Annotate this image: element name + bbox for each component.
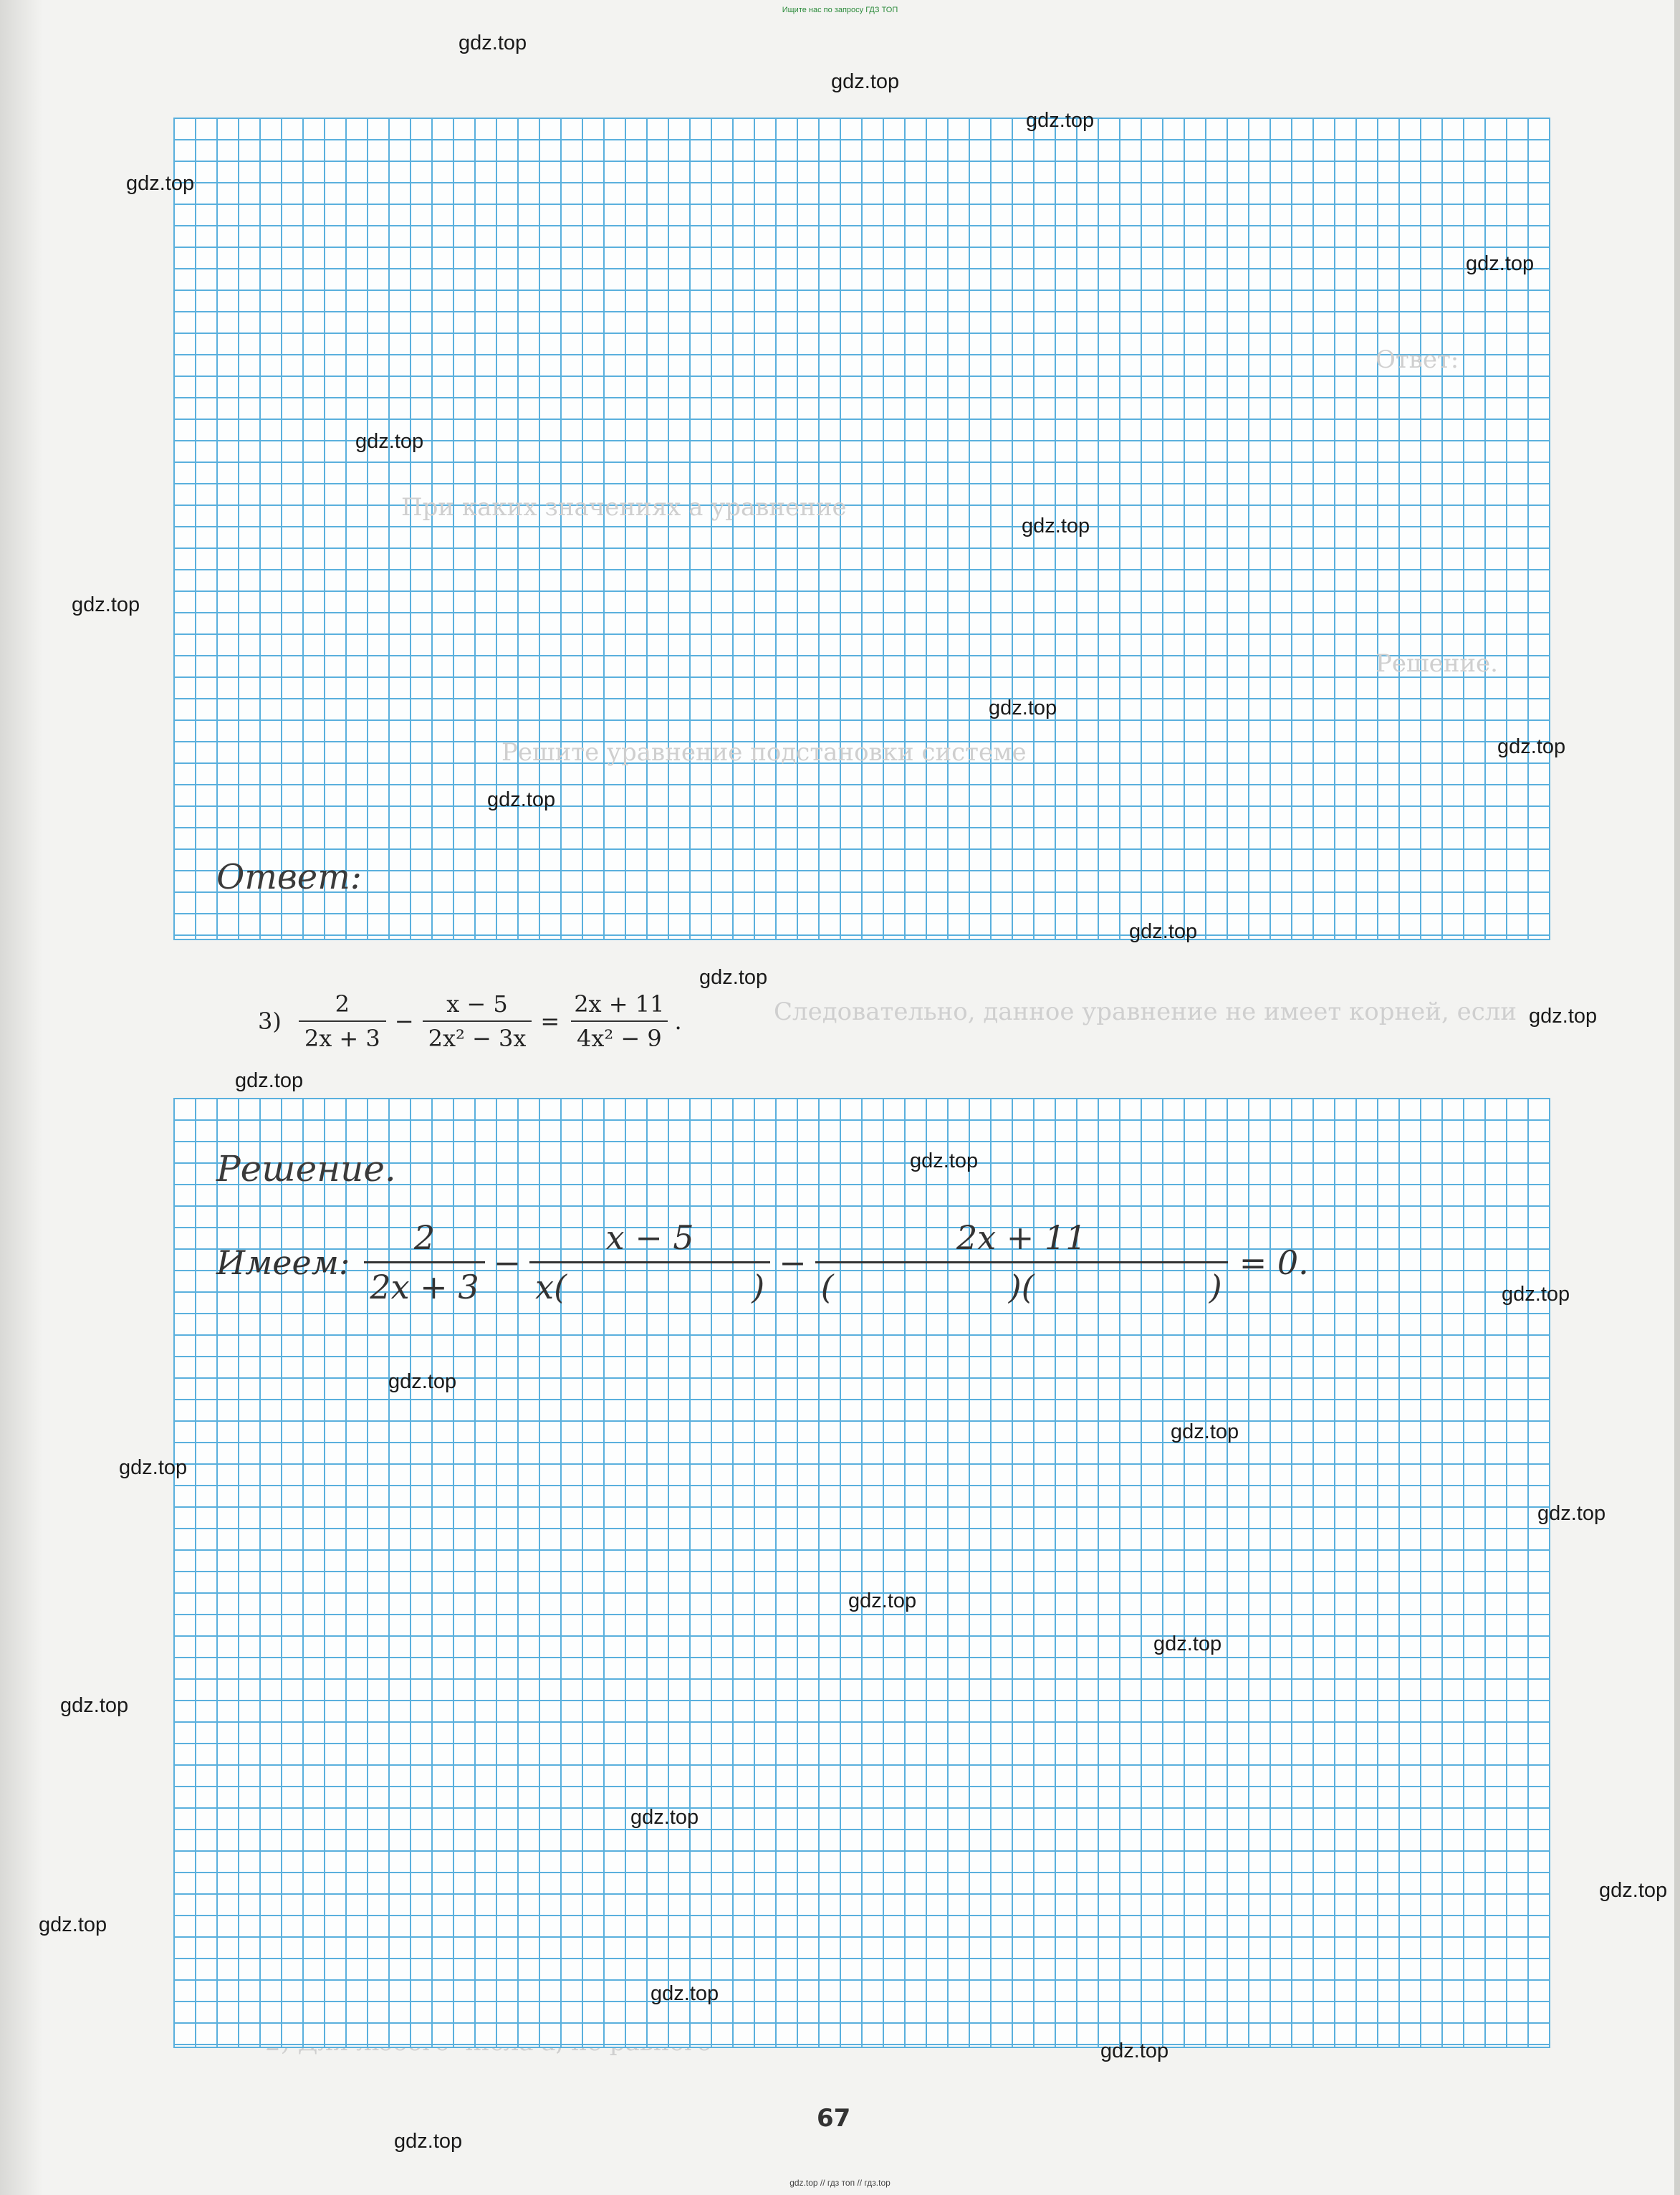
ghost-text: Решение. (1376, 649, 1498, 678)
watermark-link[interactable]: gdz.top (699, 966, 768, 989)
equals-sign: = (540, 1008, 560, 1035)
problem-fraction-2 (423, 990, 532, 1052)
watermark-link[interactable]: gdz.top (1153, 1632, 1222, 1655)
den-right-blank: ) (752, 1268, 765, 1306)
fraction-numerator: x − 5 (446, 990, 508, 1018)
watermark-link[interactable]: gdz.top (1129, 920, 1198, 943)
fraction-denominator: 4x² − 9 (571, 1020, 668, 1052)
minus-sign: − (394, 1008, 414, 1035)
watermark-link[interactable]: gdz.top (355, 430, 424, 453)
watermark-link[interactable]: gdz.top (126, 172, 195, 195)
minus-sign: − (493, 1243, 522, 1282)
fraction-numerator: 2 (335, 990, 350, 1018)
problem-number: 3) (258, 1008, 282, 1035)
problem-statement (258, 990, 682, 1052)
watermark-link[interactable]: gdz.top (394, 2130, 463, 2153)
watermark-link[interactable]: gdz.top (1022, 515, 1090, 537)
ghost-text: Решите уравнение подстановки системе (501, 738, 1027, 767)
fraction-numerator: 2x + 11 (574, 990, 665, 1018)
grid-paper-top (173, 118, 1550, 940)
watermark-link[interactable]: gdz.top (459, 32, 527, 54)
page-number: 67 (817, 2104, 851, 2133)
equals-zero: = 0. (1239, 1243, 1309, 1282)
watermark-link[interactable]: gdz.top (1537, 1502, 1606, 1525)
watermark-link[interactable]: gdz.top (989, 697, 1057, 719)
ghost-text: При каких значениях a уравнение (401, 493, 847, 522)
solution-fraction-2 (529, 1218, 770, 1306)
footer-hint[interactable]: gdz.top // гдз топ // гдз.top (789, 2178, 891, 2188)
solution-fraction-3 (815, 1218, 1228, 1306)
solution-fraction-1 (364, 1218, 484, 1306)
minus-sign: − (779, 1243, 807, 1282)
watermark-link[interactable]: gdz.top (848, 1589, 917, 1612)
fraction-denominator: 2x + 3 (364, 1261, 484, 1306)
solution-lead: Имеем: (216, 1243, 350, 1282)
watermark-link[interactable]: gdz.top (1026, 109, 1095, 132)
fraction-numerator: 2x + 11 (956, 1218, 1087, 1257)
watermark-link[interactable]: gdz.top (72, 593, 140, 616)
watermark-link[interactable]: gdz.top (630, 1806, 699, 1829)
watermark-link[interactable]: gdz.top (651, 1982, 719, 2005)
watermark-link[interactable]: gdz.top (60, 1694, 129, 1717)
period: . (674, 1008, 682, 1035)
watermark-link[interactable]: gdz.top (235, 1069, 304, 1092)
watermark-link[interactable]: gdz.top (119, 1456, 188, 1479)
watermark-link[interactable]: gdz.top (1171, 1420, 1239, 1443)
watermark-link[interactable]: gdz.top (1529, 1005, 1598, 1028)
fraction-denominator (529, 1261, 770, 1306)
fraction-denominator: 2x + 3 (299, 1020, 386, 1052)
fraction-denominator (815, 1261, 1228, 1306)
den-left-blank: x( (535, 1268, 567, 1306)
watermark-link[interactable]: gdz.top (1466, 252, 1535, 275)
watermark-link[interactable]: gdz.top (1599, 1879, 1668, 1902)
watermark-link[interactable]: gdz.top (39, 1913, 107, 1936)
watermark-link[interactable]: gdz.top (487, 788, 556, 811)
top-hint[interactable]: Ищите нас по запросу ГДЗ ТОП (782, 6, 898, 14)
ghost-text: Ответ: (1376, 345, 1459, 374)
problem-fraction-1 (299, 990, 386, 1052)
problem-fraction-3 (568, 990, 670, 1052)
ghost-text: Следовательно, данное уравнение не имеет корней, если (774, 998, 1517, 1026)
answer-label: Ответ: (216, 857, 362, 897)
watermark-link[interactable]: gdz.top (831, 70, 900, 93)
watermark-link[interactable]: gdz.top (1497, 735, 1566, 758)
watermark-link[interactable]: gdz.top (910, 1149, 979, 1172)
watermark-link[interactable]: gdz.top (1502, 1283, 1570, 1306)
watermark-link[interactable]: gdz.top (388, 1370, 457, 1393)
fraction-numerator: x − 5 (605, 1218, 694, 1257)
page-edge (1674, 0, 1680, 2195)
den-middle-paren: )( (1008, 1268, 1035, 1306)
fraction-denominator: 2x² − 3x (423, 1020, 532, 1052)
den-close-paren: ) (1209, 1268, 1222, 1306)
solution-equation (216, 1218, 1309, 1306)
den-open-paren: ( (820, 1268, 834, 1306)
solution-heading: Решение. (216, 1148, 396, 1190)
watermark-link[interactable]: gdz.top (1100, 2039, 1169, 2062)
fraction-numerator: 2 (413, 1218, 436, 1257)
page-binding-shadow (0, 0, 43, 2195)
